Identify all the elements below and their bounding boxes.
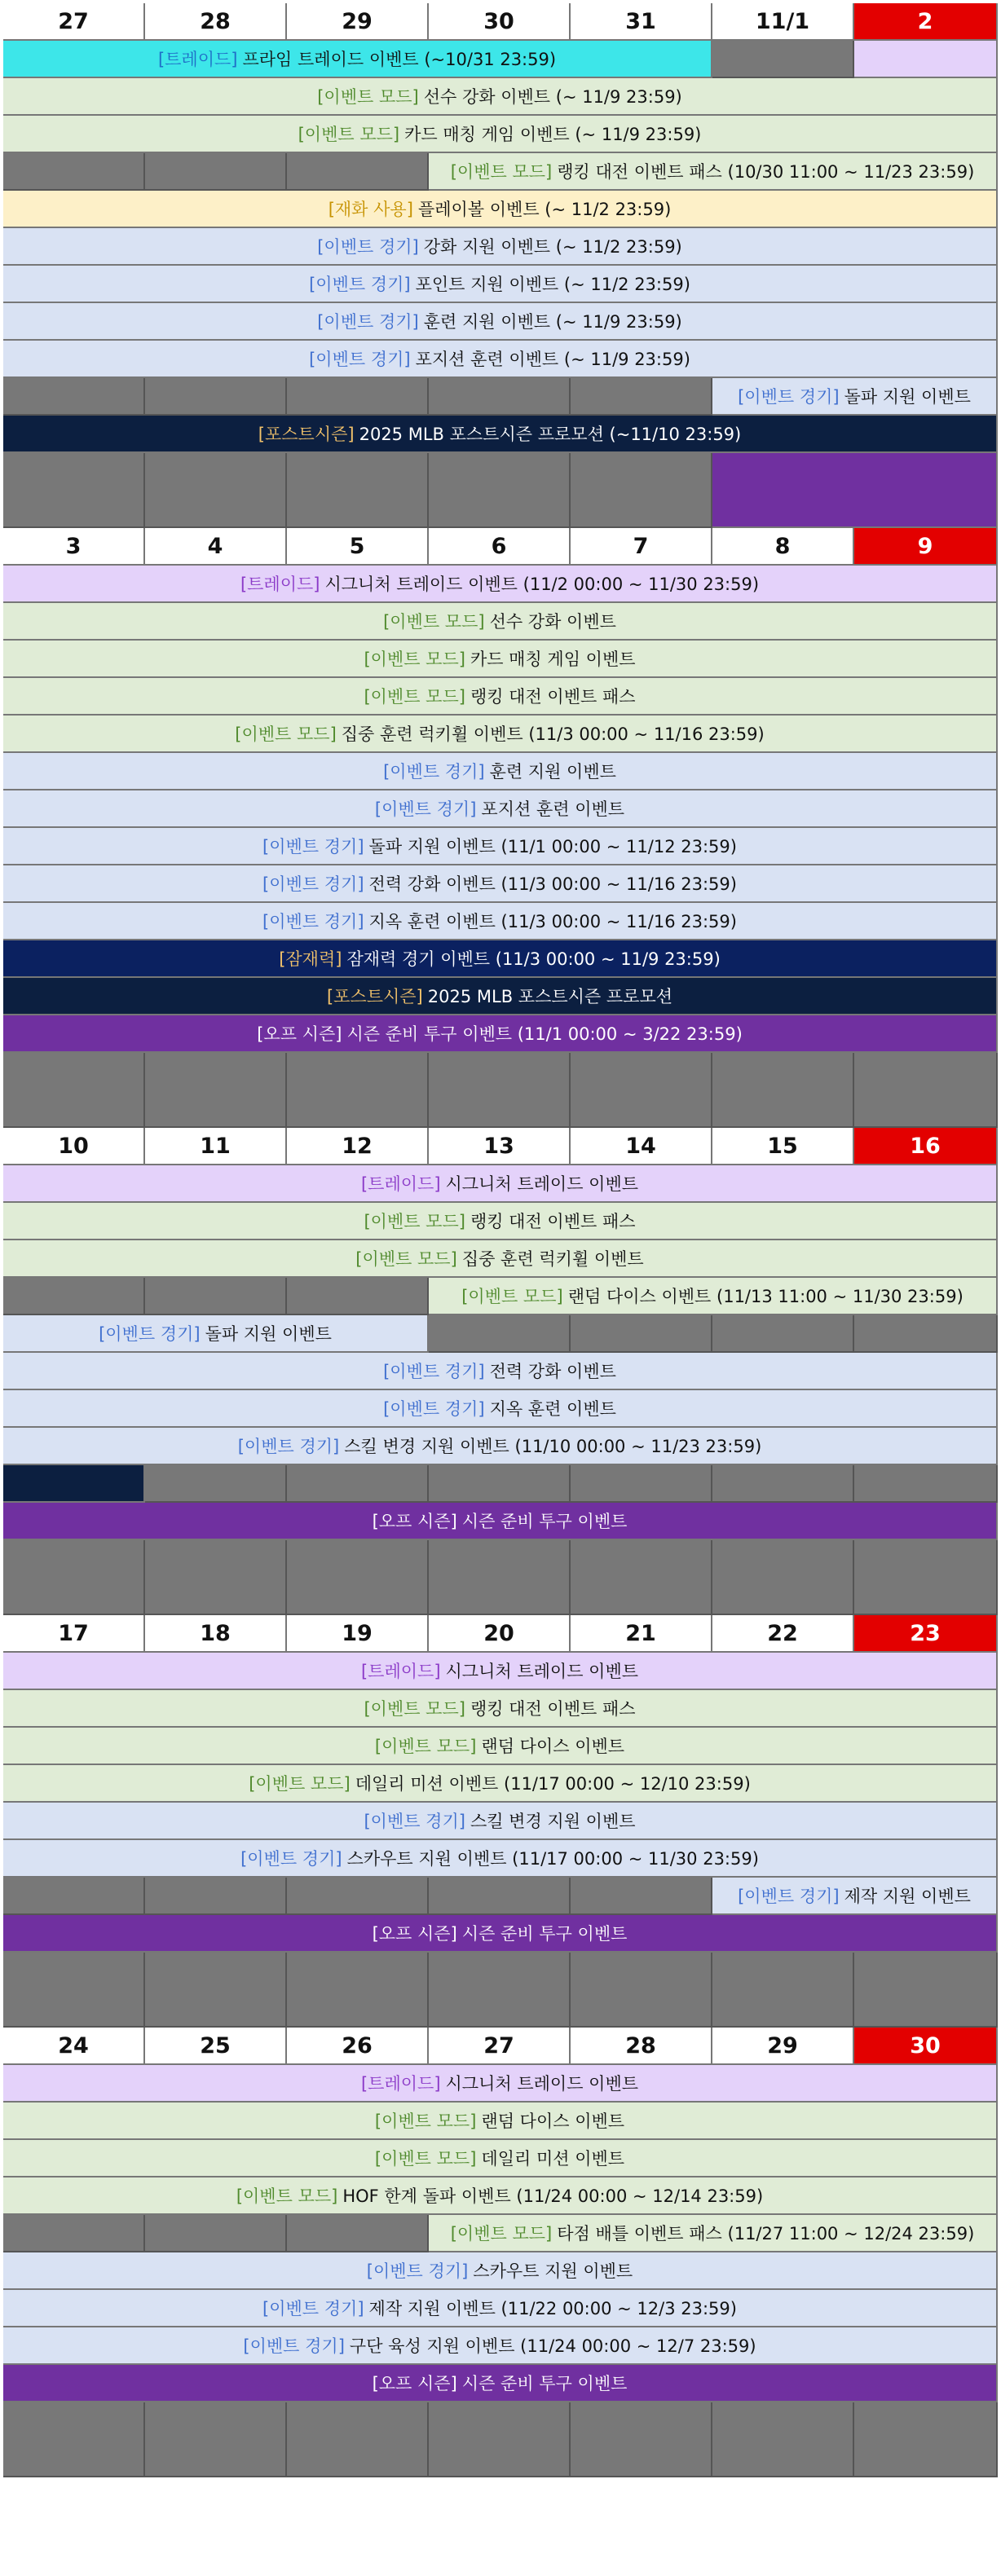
event-title: 데일리 미션 이벤트 [481, 2149, 625, 2169]
event-bar[interactable] [3, 303, 998, 341]
event-category-tag: [이벤트 모드] [461, 1287, 563, 1306]
empty-cell [287, 2215, 429, 2252]
event-title: 시그니처 트레이드 이벤트 [445, 1662, 639, 1681]
empty-cell [287, 1540, 429, 1615]
event-title: 훈련 지원 이벤트 (~ 11/9 23:59) [423, 312, 682, 332]
event-category-tag: [이벤트 경기] [262, 912, 364, 931]
empty-cell [3, 453, 145, 528]
event-bar[interactable] [3, 416, 998, 453]
event-category-tag: [이벤트 경기] [309, 275, 411, 294]
event-title: 플레이볼 이벤트 (~ 11/2 23:59) [417, 200, 672, 219]
empty-cell [429, 453, 571, 528]
event-category-tag: [오프 시즌] [372, 1924, 457, 1944]
event-category-tag: [이벤트 경기] [383, 1399, 485, 1419]
empty-cell [145, 1465, 287, 1503]
empty-cell [429, 2402, 571, 2477]
empty-cell [429, 1315, 571, 1353]
event-title: 스킬 변경 지원 이벤트 (11/10 00:00 ~ 11/23 23:59) [344, 1437, 762, 1456]
day-header-18: 18 [145, 1615, 287, 1653]
day-header-9: 9 [854, 528, 998, 566]
day-header-11: 11 [145, 1128, 287, 1165]
empty-cell [145, 2215, 287, 2252]
day-header-11-1: 11/1 [712, 3, 854, 41]
event-title: 카드 매칭 게임 이벤트 (~ 11/9 23:59) [404, 125, 702, 144]
empty-cell [854, 1315, 998, 1353]
event-category-tag: [트레이드] [360, 2074, 441, 2094]
event-bar[interactable] [3, 940, 998, 978]
event-category-tag: [오프 시즌] [257, 1024, 342, 1044]
event-title: 집중 훈련 럭키휠 이벤트 [461, 1249, 644, 1269]
event-category-tag: [이벤트 모드] [374, 2111, 477, 2131]
event-bar[interactable] [3, 1653, 998, 1690]
empty-cell [571, 453, 712, 528]
event-category-tag: [이벤트 모드] [249, 1774, 351, 1794]
event-title: 구단 육성 지원 이벤트 (11/24 00:00 ~ 12/7 23:59) [349, 2336, 756, 2356]
empty-cell [854, 1053, 998, 1128]
empty-cell [429, 1540, 571, 1615]
event-category-tag: [오프 시즌] [372, 2374, 457, 2393]
event-continuation-cell [3, 1465, 145, 1503]
event-title: 시즌 준비 투구 이벤트 [461, 2374, 628, 2393]
day-header-23: 23 [854, 1615, 998, 1653]
empty-cell [571, 1053, 712, 1128]
day-header-20: 20 [429, 1615, 571, 1653]
event-title: 포인트 지원 이벤트 (~ 11/2 23:59) [415, 275, 690, 294]
event-title: 돌파 지원 이벤트 [205, 1324, 332, 1344]
event-bar[interactable] [3, 1015, 998, 1053]
event-title: 데일리 미션 이벤트 (11/17 00:00 ~ 12/10 23:59) [355, 1774, 751, 1794]
event-bar[interactable] [3, 266, 998, 303]
event-title: 선수 강화 이벤트 (~ 11/9 23:59) [423, 87, 682, 107]
event-category-tag: [이벤트 모드] [364, 1699, 465, 1719]
event-category-tag: [이벤트 경기] [262, 874, 364, 894]
day-header-5: 5 [287, 528, 429, 566]
empty-cell [3, 1540, 145, 1615]
day-header-30: 30 [854, 2028, 998, 2065]
event-title: 훈련 지원 이벤트 [489, 762, 616, 782]
empty-cell [3, 153, 145, 191]
day-header-24: 24 [3, 2028, 145, 2065]
day-header-12: 12 [287, 1128, 429, 1165]
event-title: 스카우트 지원 이벤트 (11/17 00:00 ~ 11/30 23:59) [346, 1849, 759, 1869]
day-header-28: 28 [571, 2028, 712, 2065]
empty-cell [287, 453, 429, 528]
event-bar[interactable] [712, 1878, 998, 1915]
empty-cell [287, 1465, 429, 1503]
event-bar[interactable] [3, 78, 998, 116]
day-header-26: 26 [287, 2028, 429, 2065]
day-header-27: 27 [3, 3, 145, 41]
event-title: 랭킹 대전 이벤트 패스 [470, 687, 636, 707]
event-bar[interactable] [3, 1915, 998, 1953]
day-header-14: 14 [571, 1128, 712, 1165]
empty-cell [429, 1465, 571, 1503]
event-category-tag: [이벤트 모드] [235, 724, 337, 744]
event-title: 강화 지원 이벤트 (~ 11/2 23:59) [423, 237, 682, 257]
empty-cell [287, 1053, 429, 1128]
event-bar[interactable] [3, 1353, 998, 1390]
event-category-tag: [이벤트 모드] [374, 2149, 477, 2169]
event-category-tag: [트레이드] [360, 1662, 441, 1681]
event-bar[interactable] [3, 865, 998, 903]
empty-cell [854, 1540, 998, 1615]
event-bar[interactable] [3, 716, 998, 753]
day-header-15: 15 [712, 1128, 854, 1165]
event-title: 2025 MLB 포스트시즌 프로모션 [427, 987, 673, 1006]
day-header-28: 28 [145, 3, 287, 41]
event-title: 돌파 지원 이벤트 [844, 387, 971, 407]
event-title: 2025 MLB 포스트시즌 프로모션 (~11/10 23:59) [359, 425, 742, 444]
empty-cell [287, 1278, 429, 1315]
event-bar[interactable] [3, 603, 998, 641]
empty-cell [571, 2402, 712, 2477]
event-bar[interactable] [3, 1390, 998, 1428]
day-header-3: 3 [3, 528, 145, 566]
event-bar[interactable] [3, 828, 998, 865]
event-bar[interactable] [429, 153, 998, 191]
event-title: 선수 강화 이벤트 [489, 612, 616, 632]
empty-cell [571, 1540, 712, 1615]
event-category-tag: [이벤트 모드] [355, 1249, 457, 1269]
empty-cell [854, 1953, 998, 2028]
empty-cell [287, 1953, 429, 2028]
empty-cell [145, 378, 287, 416]
event-title: 돌파 지원 이벤트 (11/1 00:00 ~ 11/12 23:59) [368, 837, 737, 856]
event-title: 프라임 트레이드 이벤트 (~10/31 23:59) [242, 50, 557, 69]
event-bar[interactable] [3, 1428, 998, 1465]
event-category-tag: [이벤트 모드] [364, 1212, 465, 1231]
event-category-tag: [이벤트 경기] [738, 1887, 840, 1906]
event-title: 전력 강화 이벤트 (11/3 00:00 ~ 11/16 23:59) [368, 874, 737, 894]
empty-cell [3, 378, 145, 416]
event-bar[interactable] [3, 1765, 998, 1803]
empty-cell [287, 2402, 429, 2477]
empty-cell [145, 1278, 287, 1315]
empty-cell [712, 2402, 854, 2477]
event-bar[interactable] [3, 2177, 998, 2215]
event-category-tag: [이벤트 경기] [366, 2261, 469, 2281]
event-category-tag: [이벤트 경기] [383, 1362, 485, 1381]
empty-cell [3, 1053, 145, 1128]
empty-cell [3, 1278, 145, 1315]
empty-cell [287, 378, 429, 416]
event-category-tag: [오프 시즌] [372, 1512, 457, 1531]
event-category-tag: [이벤트 경기] [99, 1324, 201, 1344]
event-bar[interactable] [3, 2327, 998, 2365]
event-category-tag: [포스트시즌] [258, 425, 355, 444]
empty-cell [145, 153, 287, 191]
empty-cell [429, 378, 571, 416]
day-header-29: 29 [712, 2028, 854, 2065]
empty-cell [854, 2402, 998, 2477]
empty-cell [854, 1465, 998, 1503]
empty-cell [712, 1465, 854, 1503]
day-header-29: 29 [287, 3, 429, 41]
event-title: HOF 한계 돌파 이벤트 (11/24 00:00 ~ 12/14 23:59) [342, 2186, 764, 2206]
day-header-31: 31 [571, 3, 712, 41]
event-title: 랜덤 다이스 이벤트 (11/13 11:00 ~ 11/30 23:59) [567, 1287, 964, 1306]
event-category-tag: [이벤트 모드] [383, 612, 485, 632]
event-category-tag: [이벤트 모드] [364, 650, 465, 669]
event-title: 카드 매칭 게임 이벤트 [470, 650, 636, 669]
event-bar[interactable] [3, 1803, 998, 1840]
day-header-6: 6 [429, 528, 571, 566]
day-header-19: 19 [287, 1615, 429, 1653]
event-bar[interactable] [429, 1278, 998, 1315]
event-title: 집중 훈련 럭키휠 이벤트 (11/3 00:00 ~ 11/16 23:59) [341, 724, 765, 744]
event-title: 스카우트 지원 이벤트 [473, 2261, 633, 2281]
event-bar[interactable] [3, 753, 998, 790]
event-bar[interactable] [3, 2065, 998, 2103]
empty-cell [429, 1878, 571, 1915]
event-category-tag: [이벤트 경기] [374, 799, 477, 819]
empty-cell [145, 1053, 287, 1128]
day-header-30: 30 [429, 3, 571, 41]
empty-cell [429, 1053, 571, 1128]
event-bar[interactable] [3, 1690, 998, 1728]
event-bar[interactable] [3, 2140, 998, 2177]
event-bar[interactable] [3, 978, 998, 1015]
empty-cell [571, 1315, 712, 1353]
event-title: 지옥 훈련 이벤트 (11/3 00:00 ~ 11/16 23:59) [368, 912, 737, 931]
day-header-13: 13 [429, 1128, 571, 1165]
day-header-25: 25 [145, 2028, 287, 2065]
event-bar[interactable] [3, 678, 998, 716]
event-category-tag: [트레이드] [240, 575, 320, 594]
empty-cell [712, 1315, 854, 1353]
empty-cell [145, 2402, 287, 2477]
day-header-10: 10 [3, 1128, 145, 1165]
empty-cell [145, 1878, 287, 1915]
event-category-tag: [이벤트 경기] [364, 1812, 465, 1831]
event-title: 포지션 훈련 이벤트 [481, 799, 625, 819]
event-title: 랭킹 대전 이벤트 패스 [470, 1699, 636, 1719]
event-title: 랭킹 대전 이벤트 패스 (10/30 11:00 ~ 11/23 23:59) [557, 162, 975, 182]
day-header-17: 17 [3, 1615, 145, 1653]
event-title: 지옥 훈련 이벤트 [489, 1399, 616, 1419]
event-category-tag: [이벤트 모드] [236, 2186, 338, 2206]
empty-cell [145, 1953, 287, 2028]
empty-cell [712, 1540, 854, 1615]
event-category-tag: [재화 사용] [328, 200, 413, 219]
event-category-tag: [잠재력] [279, 949, 342, 969]
empty-cell [712, 41, 854, 78]
empty-cell [429, 1953, 571, 2028]
event-title: 시즌 준비 투구 이벤트 [461, 1924, 628, 1944]
event-title: 시그니처 트레이드 이벤트 [445, 1174, 639, 1194]
event-category-tag: [이벤트 경기] [262, 2299, 364, 2318]
event-bar[interactable] [3, 1728, 998, 1765]
empty-cell [571, 1465, 712, 1503]
event-title: 시즌 준비 투구 이벤트 (11/1 00:00 ~ 3/22 23:59) [346, 1024, 743, 1044]
event-category-tag: [이벤트 경기] [383, 762, 485, 782]
event-bar[interactable] [429, 2215, 998, 2252]
event-bar[interactable] [3, 566, 998, 603]
event-category-tag: [포스트시즌] [326, 987, 423, 1006]
day-header-4: 4 [145, 528, 287, 566]
event-bar[interactable] [3, 41, 712, 78]
event-continuation-cell [712, 453, 998, 528]
event-category-tag: [이벤트 모드] [450, 162, 553, 182]
event-continuation-cell [854, 41, 998, 78]
event-title: 제작 지원 이벤트 [844, 1887, 971, 1906]
event-bar[interactable] [3, 1503, 998, 1540]
event-title: 랜덤 다이스 이벤트 [481, 1737, 625, 1756]
day-header-8: 8 [712, 528, 854, 566]
event-category-tag: [이벤트 모드] [317, 87, 419, 107]
event-title: 제작 지원 이벤트 (11/22 00:00 ~ 12/3 23:59) [368, 2299, 737, 2318]
event-title: 잠재력 경기 이벤트 (11/3 00:00 ~ 11/9 23:59) [346, 949, 721, 969]
event-category-tag: [이벤트 경기] [738, 387, 840, 407]
event-category-tag: [이벤트 경기] [237, 1437, 340, 1456]
empty-cell [571, 1878, 712, 1915]
empty-cell [3, 2402, 145, 2477]
empty-cell [145, 1540, 287, 1615]
event-bar[interactable] [3, 790, 998, 828]
event-category-tag: [이벤트 경기] [240, 1849, 342, 1869]
event-title: 랜덤 다이스 이벤트 [481, 2111, 625, 2131]
empty-cell [3, 1953, 145, 2028]
event-bar[interactable] [3, 2252, 998, 2290]
event-bar[interactable] [3, 1165, 998, 1203]
empty-cell [287, 153, 429, 191]
event-category-tag: [이벤트 경기] [317, 237, 419, 257]
event-bar[interactable] [3, 228, 998, 266]
empty-cell [571, 378, 712, 416]
event-category-tag: [트레이드] [360, 1174, 441, 1194]
event-category-tag: [이벤트 모드] [364, 687, 465, 707]
day-header-22: 22 [712, 1615, 854, 1653]
day-header-27: 27 [429, 2028, 571, 2065]
event-bar[interactable] [3, 903, 998, 940]
event-category-tag: [이벤트 경기] [309, 350, 411, 369]
event-title: 스킬 변경 지원 이벤트 [470, 1812, 636, 1831]
event-bar[interactable] [3, 191, 998, 228]
event-bar[interactable] [712, 378, 998, 416]
event-category-tag: [트레이드] [157, 50, 238, 69]
event-title: 전력 강화 이벤트 [489, 1362, 616, 1381]
event-title: 시즌 준비 투구 이벤트 [461, 1512, 628, 1531]
event-bar[interactable] [3, 2365, 998, 2402]
day-header-21: 21 [571, 1615, 712, 1653]
event-category-tag: [이벤트 경기] [317, 312, 419, 332]
event-title: 타점 배틀 이벤트 패스 (11/27 11:00 ~ 12/24 23:59) [557, 2224, 975, 2244]
event-category-tag: [이벤트 경기] [243, 2336, 345, 2356]
empty-cell [287, 1878, 429, 1915]
event-category-tag: [이벤트 모드] [374, 1737, 477, 1756]
event-bar[interactable] [3, 116, 998, 153]
empty-cell [712, 1953, 854, 2028]
event-title: 포지션 훈련 이벤트 (~ 11/9 23:59) [415, 350, 690, 369]
event-category-tag: [이벤트 모드] [450, 2224, 553, 2244]
empty-cell [3, 1878, 145, 1915]
event-bar[interactable] [3, 2290, 998, 2327]
event-bar[interactable] [3, 1240, 998, 1278]
event-title: 시그니처 트레이드 이벤트 (11/2 00:00 ~ 11/30 23:59) [324, 575, 760, 594]
event-category-tag: [이벤트 경기] [262, 837, 364, 856]
event-title: 랭킹 대전 이벤트 패스 [470, 1212, 636, 1231]
empty-cell [3, 2215, 145, 2252]
event-category-tag: [이벤트 모드] [298, 125, 400, 144]
event-bar[interactable] [3, 1840, 998, 1878]
event-title: 시그니처 트레이드 이벤트 [445, 2074, 639, 2094]
day-header-2: 2 [854, 3, 998, 41]
empty-cell [145, 453, 287, 528]
event-bar[interactable] [3, 1315, 429, 1353]
day-header-7: 7 [571, 528, 712, 566]
event-bar[interactable] [3, 641, 998, 678]
empty-cell [571, 1953, 712, 2028]
day-header-16: 16 [854, 1128, 998, 1165]
event-bar[interactable] [3, 1203, 998, 1240]
event-bar[interactable] [3, 341, 998, 378]
event-bar[interactable] [3, 2103, 998, 2140]
empty-cell [712, 1053, 854, 1128]
